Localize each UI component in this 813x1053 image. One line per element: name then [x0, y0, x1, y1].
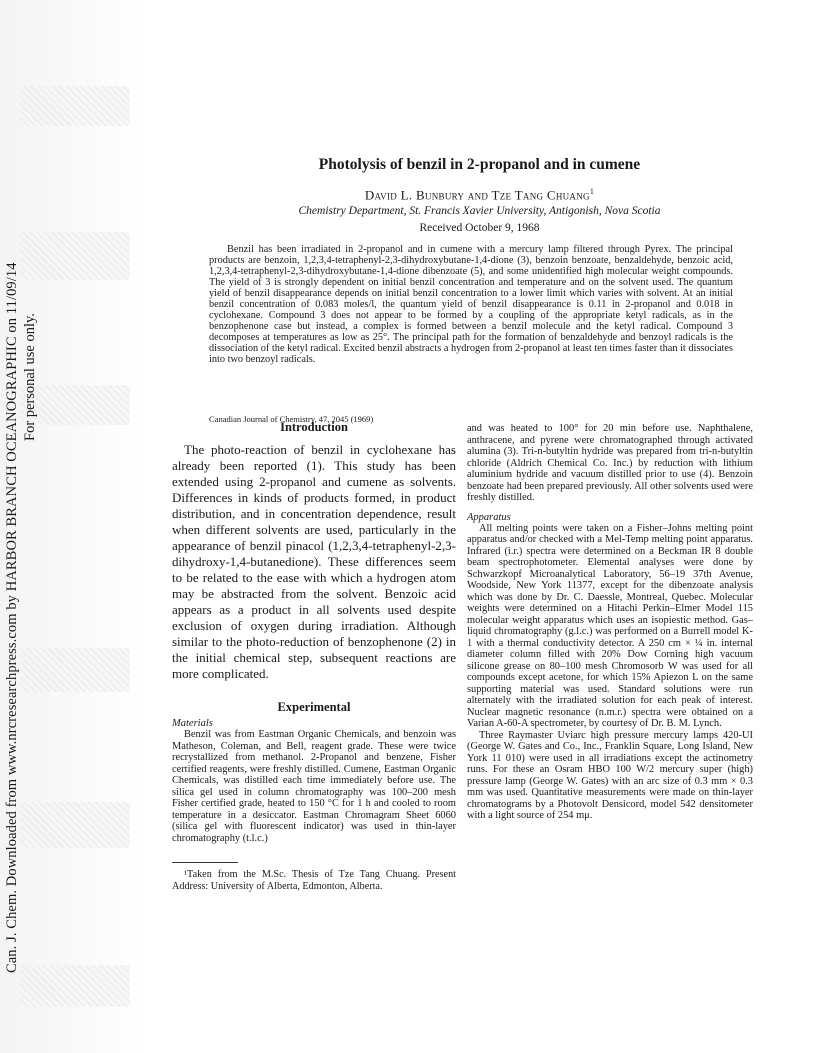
- affiliation: Chemistry Department, St. Francis Xavier University, Antigonish, Nova Scotia: [298, 205, 661, 217]
- paper-title: Photolysis of benzil in 2-propanol and in cumene: [318, 156, 641, 173]
- materials-text: Benzil was from Eastman Organic Chemicals, and benzoin was Matheson, Coleman, and Bell, reagent grade. These were twice recrystallized from methanol. 2-Propanol and benzene, Fisher certified reagents, were freshly distilled. Cumene, Eastman Organic Chemicals, was distilled each time immediately before use. The silica gel used in column chromatography was 100–200 mesh Fisher certified grade, heated to 150 °C for 1 h and cooled to room temperature in a desiccator. Eastman Chromagram Sheet 6060 (silica gel with fluorescent indicator) was used in thin-layer chromatography (t.l.c.): [172, 729, 456, 844]
- abstract: Benzil has been irradiated in 2-propanol and in cumene with a mercury lamp filtered through Pyrex. The principal products are benzoin, 1,2,3,4-tetraphenyl-2,3-dihydroxybutane-1,4-dione (3), benzoin benzoate, benzaldehyde, benzoic acid, 1,2,3,4-tetraphenyl-2,3-dihydroxybutane-1,4-dione dibenzoate (5), and some unidentified high molecular weight compounds. The yield of 3 is strongly dependent on initial benzil concentration and temperature and on the solvent used. The quantum yield of benzil disappearance depends on initial benzil concentration to a lower limit which varies with solvent. At an initial benzil concentration of 0.083 moles/l, the quantum yield of benzil disappearance is 0.11 in 2-propanol and 0.018 in cyclohexane. Compound 3 does not appear to be formed by a coupling of the appropriate ketyl radicals, as in the benzophenone case but instead, a complex is formed between a benzil molecule and the ketyl radical. Compound 3 decomposes at temperatures as low as 25°. The principal path for the formation of benzaldehyde and benzoyl radicals is the dissociation of the ketyl radical. Excited benzil abstracts a hydrogen from 2-propanol at least ten times faster than it dissociates into two benzoyl radicals.: [209, 244, 733, 365]
- paper-authors: [146, 187, 813, 203]
- footnote: ¹Taken from the M.Sc. Thesis of Tze Tang Chuang. Present Address: University of Alberta, Edmonton, Alberta.: [172, 869, 456, 892]
- journal-reference: Canadian Journal of Chemistry, 47, 2045 (1969): [209, 414, 374, 424]
- apparatus-text: All melting points were taken on a Fisher–Johns melting point apparatus and/or checked with a Mel-Temp melting point apparatus. Infrared (i.r.) spectra were determined on a Beckman IR 8 double beam spectrophotometer. Elemental analyses were done by Schwarzkopf Microanalytical Laboratory, 56–19 37th Avenue, Woodside, New York 11377, except for the dibenzoate analysis which was done by Dr. C. Daessle, Montreal, Quebec. Molecular weights were determined on a Hitachi Perkin–Elmer Model 115 molecular weight apparatus which uses an isopiestic method. Gas–liquid chromatography (g.l.c.) was performed on a Burrell model K-1 with a thermal conductivity detector. A 250 cm × ¼ in. internal diameter column filled with 20% Dow Corning high vacuum silicone grease on 80–100 mesh Chromosorb W was used for all compounds except acetone, for which 15% Apiezon L on the same supporting material was used. Standard solutions were run alternately with the irradiated solution for each peak of interest. Nuclear magnetic resonance (n.m.r.) spectra were obtained on a Varian A-60-A spectrometer, by courtesy of Dr. B. M. Lynch.: [467, 522, 753, 729]
- author-names: David L. Bunbury and Tze Tang Chuang: [364, 187, 590, 203]
- scan-artifact: [20, 965, 130, 1007]
- received-date: Received October 9, 1968: [419, 222, 540, 234]
- introduction-text: The photo-reaction of benzil in cyclohexane has already been reported (1). This study has been extended using 2-propanol and cumene as solvents. Differences in kinds of products formed, in product distribution, and in concentration dependence, result when different solvents are used, particularly in the appearance of benzil pinacol (1,2,3,4-tetraphenyl-2,3-dihydroxy-1,4-butanedione). These differences seem to be related to the ease with which a hydrogen atom may be abstracted from the solvent. Benzoic acid appears as a product in all solvents used despite exclusion of oxygen during irradiation. Although similar to the photo-reduction of benzophenone (2) in the initial chemical step, subsequent reactions are more complicated.: [172, 442, 456, 681]
- materials-continuation-text: and was heated to 100° for 20 min before use. Naphthalene, anthracene, and pyrene were chromatographed through activated alumina (3). Tri-n-butyltin hydride was prepared from tri-n-butyltin chloride (Aldrich Chemical Co. Inc.) by reduction with lithium aluminium hydride and vacuum distilled prior to use (4). Benzoin benzoate had been prepared previously. All other solvents used were freshly distilled.: [467, 423, 753, 503]
- subheading-apparatus: Apparatus: [467, 511, 511, 523]
- scan-artifact: [20, 232, 130, 280]
- section-heading-introduction: Introduction: [280, 420, 348, 434]
- scan-artifact: [20, 86, 130, 126]
- scan-artifact: [20, 648, 130, 692]
- scan-artifact: [20, 802, 130, 848]
- watermark-line-2: For personal use only.: [22, 313, 38, 441]
- author-footnote-mark: 1: [589, 187, 595, 196]
- lamps-text: Three Raymaster Uviarc high pressure mercury lamps 420-UI (George W. Gates and Co., Inc., Franklin Square, Long Island, New York 11 010) were used in all irradiations except the actinometry runs. For these an Osram HBO 100 W/2 mercury super (high) pressure lamp (George W. Gates) with an arc size of 0.3 mm × 0.3 mm was used. Quantitative measurements were made on thin-layer chromatograms by a Photovolt Densicord, model 542 densitometer with a light source of 254 mμ.: [467, 729, 753, 821]
- footnote-divider: [172, 862, 238, 863]
- watermark-line-1: Can. J. Chem. Downloaded from www.nrcresearchpress.com by HARBOR BRANCH OCEANOGRAPHIC on 11/09/14: [4, 262, 20, 973]
- section-heading-experimental: Experimental: [277, 700, 351, 714]
- subheading-materials: Materials: [172, 718, 213, 729]
- left-column: [172, 420, 456, 892]
- right-column: [467, 423, 753, 822]
- scan-margin: [0, 0, 146, 1053]
